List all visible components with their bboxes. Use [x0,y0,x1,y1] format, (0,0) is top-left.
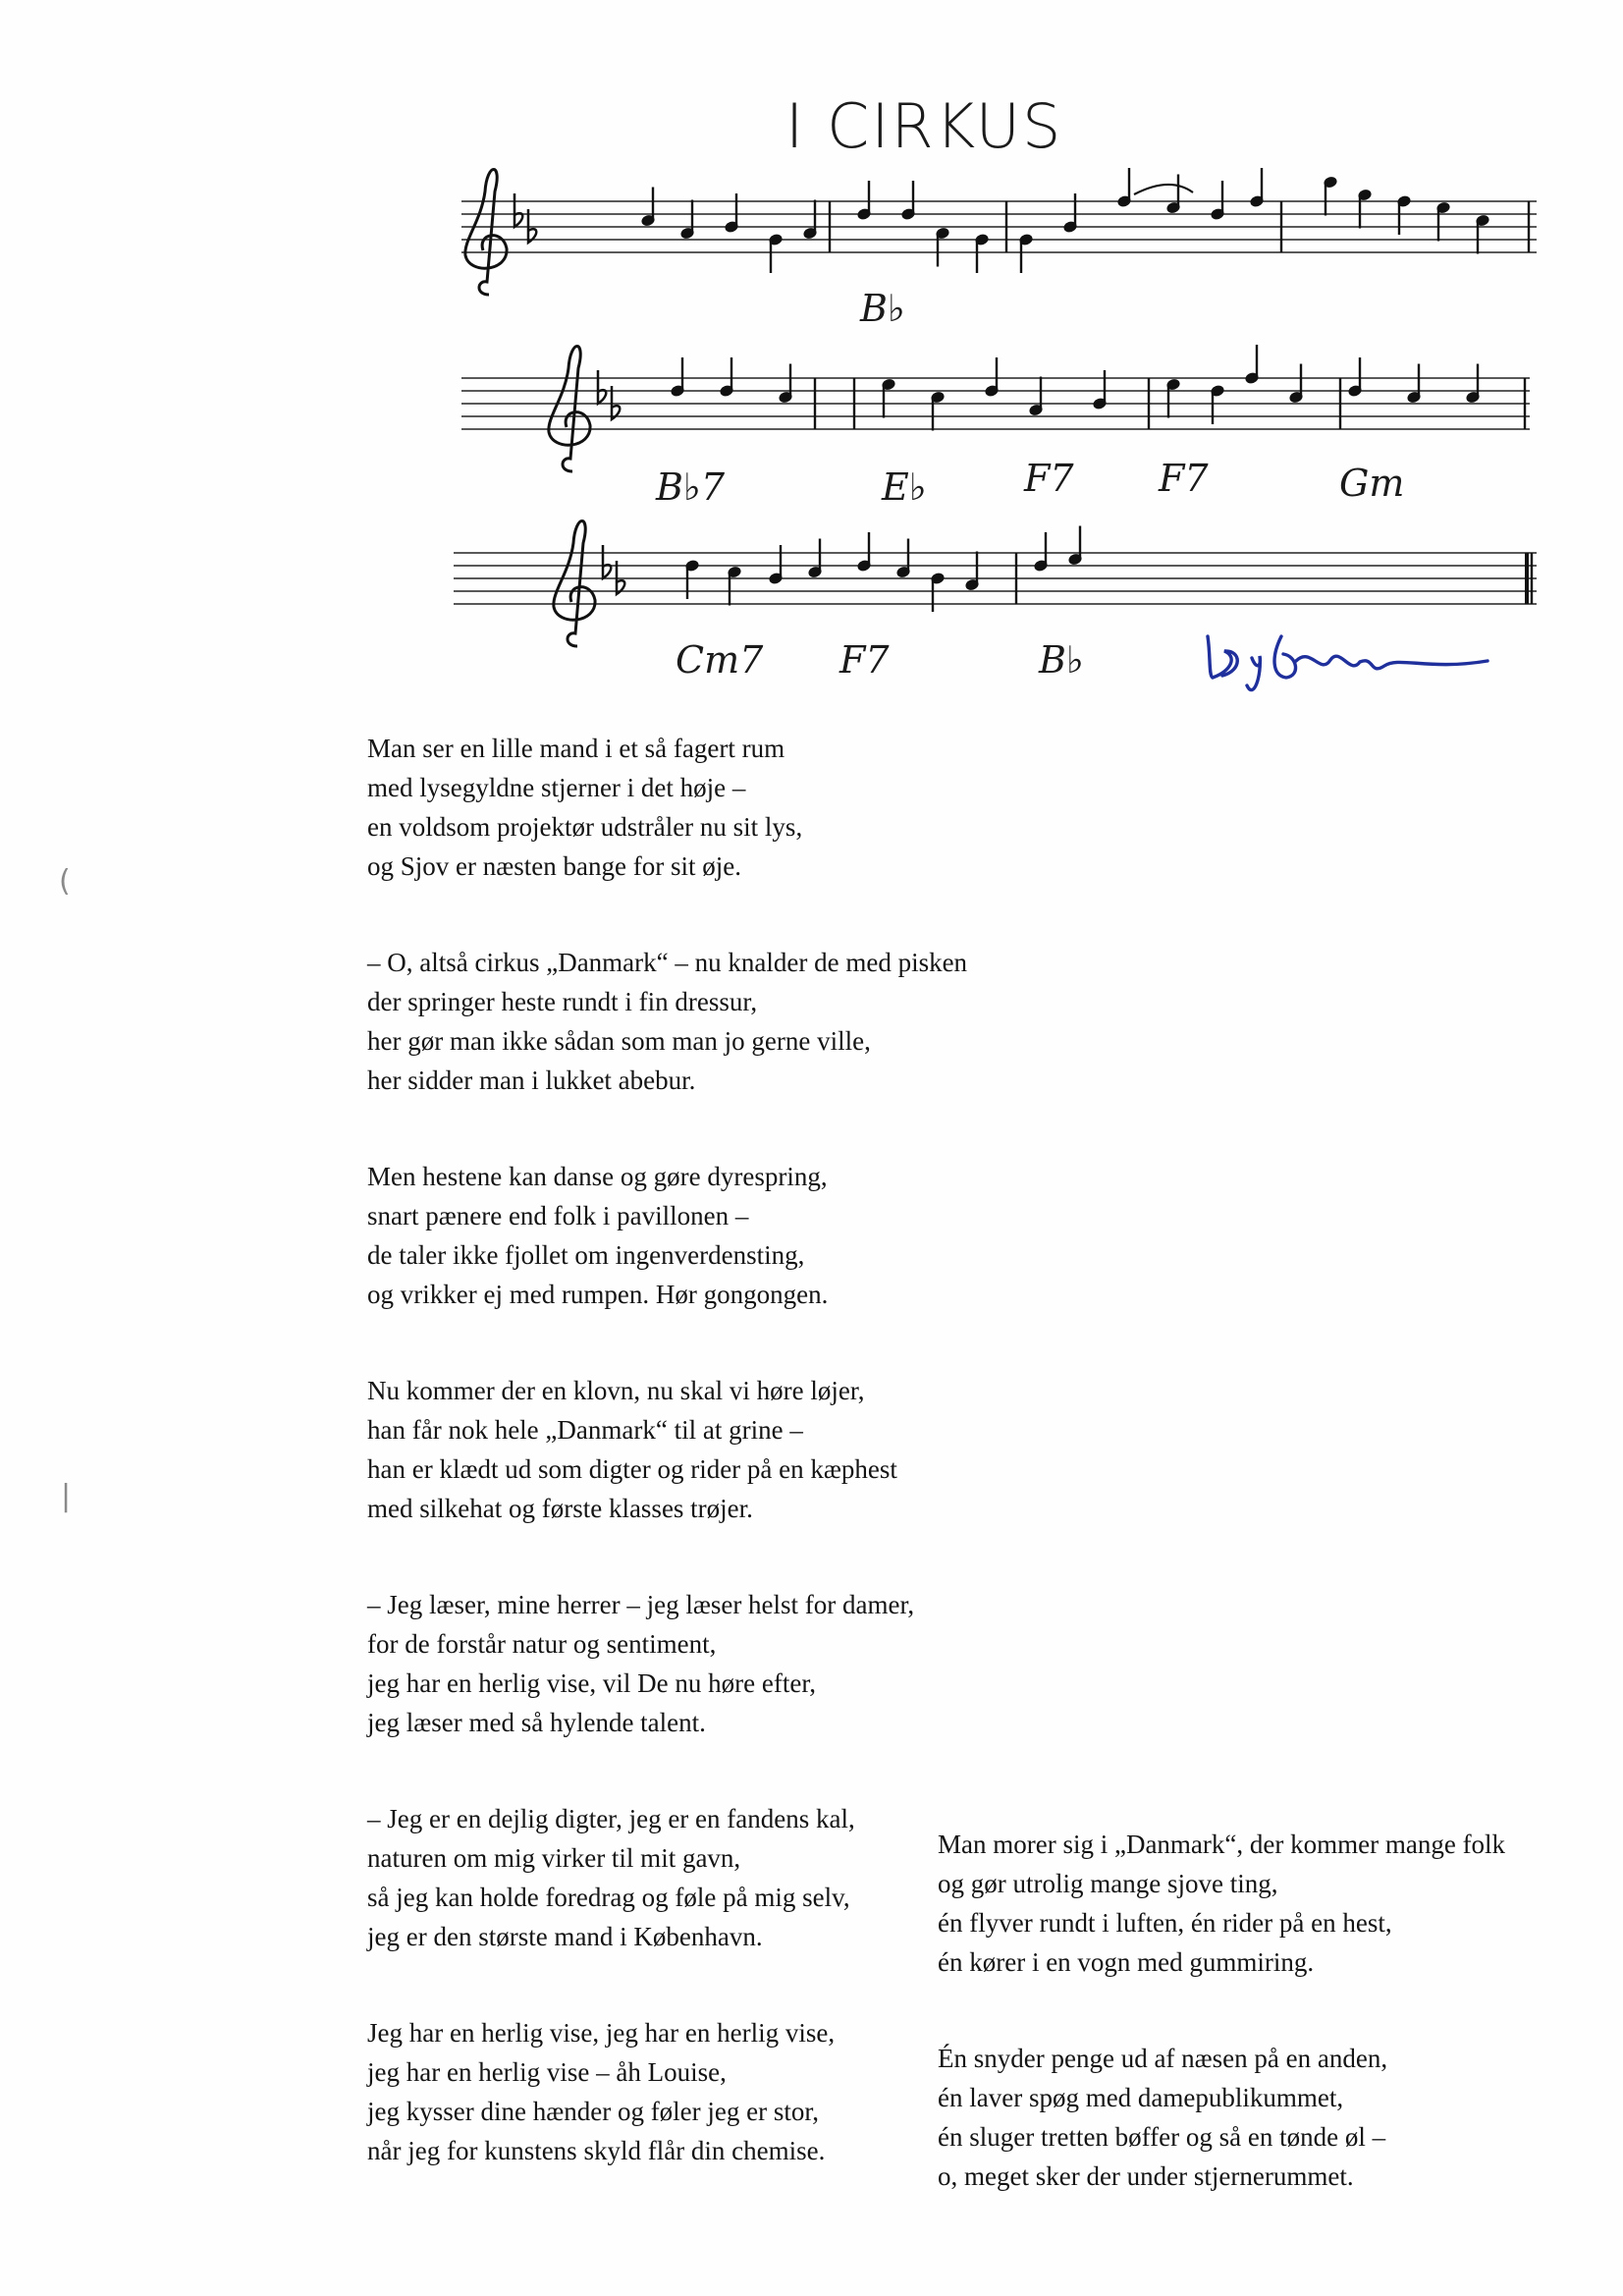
lyric-line: han får nok hele „Danmark“ til at grine – [367,1415,803,1445]
lyric-line: med silkehat og første klasses trøjer. [367,1494,753,1523]
chord-label: B♭ [1039,638,1084,682]
lyric-line: Man ser en lille mand i et så fagert rum [367,734,785,763]
chord-label: B♭ [860,287,905,330]
bar-lines [815,201,1532,604]
lyrics-column-right [938,1825,1605,2253]
lyric-line: Nu kommer der en klovn, nu skal vi høre løjer, [367,1376,865,1405]
stanza [367,1157,1055,1314]
lyric-line: når jeg for kunstens skyld flår din chemise. [367,2136,826,2165]
lyric-line: jeg er den største mand i København. [367,1922,763,1951]
lyric-line: naturen om mig virker til mit gavn, [367,1843,741,1873]
slur [1134,185,1193,194]
music-notes [641,168,1488,612]
lyric-line: Men hestene kan danse og gøre dyrespring, [367,1162,828,1191]
chord-label: F7 [1159,457,1209,500]
lyric-line: de taler ikke fjollet om ingenverdensting, [367,1240,805,1270]
lyric-line: jeg kysser dine hænder og føler jeg er stor, [367,2097,820,2126]
staff-lines [454,201,1537,604]
lyric-line: o, meget sker der under stjernerummet. [938,2161,1354,2191]
lyric-line: – Jeg er en dejlig digter, jeg er en fandens kal, [367,1804,855,1833]
lyric-line: med lysegyldne stjerner i det høje – [367,773,746,802]
lyric-line: én kører i en vogn med gummiring. [938,1947,1315,1977]
treble-clef [549,347,590,472]
lyric-line: jeg har en herlig vise – åh Louise, [367,2057,727,2087]
lyric-line: jeg har en herlig vise, vil De nu høre efter, [367,1668,816,1698]
chord-label: F7 [1024,457,1074,500]
lyric-line: Jeg har en herlig vise, jeg har en herlig vise, [367,2018,836,2048]
chord-label: B♭7 [656,465,726,509]
lyric-line: én flyver rundt i luften, én rider på en hest, [938,1908,1392,1938]
key-signatures [514,193,624,594]
flat-sign [598,370,606,404]
chord-label: Cm7 [676,638,764,682]
handwritten-signature [1203,617,1497,705]
lyric-line: snart pænere end folk i pavillonen – [367,1201,749,1230]
lyric-line: her sidder man i lukket abebur. [367,1066,696,1095]
song-title: I CIRKUS [785,90,1063,162]
stanza [938,1825,1605,1982]
lyric-line: en voldsom projektør udstråler nu sit lys, [367,812,803,842]
lyric-line: han er klædt ud som digter og rider på en kæphest [367,1454,897,1484]
treble-clef [554,521,595,647]
lyric-line: og Sjov er næsten bange for sit øje. [367,851,741,881]
lyric-line: – O, altså cirkus „Danmark“ – nu knalder de med pisken [367,948,968,977]
lyric-line: så jeg kan holde foredrag og føle på mig selv, [367,1883,850,1912]
lyric-line: – Jeg læser, mine herrer – jeg læser helst for damer, [367,1590,915,1619]
margin-mark: ( [59,864,71,899]
treble-clef [465,170,507,296]
chord-label: Gm [1339,462,1405,505]
lyric-line: for de forstår natur og sentiment, [367,1629,717,1659]
lyric-line: Man morer sig i „Danmark“, der kommer mange folk [938,1830,1506,1859]
lyric-line: Én snyder penge ud af næsen på en anden, [938,2044,1388,2073]
lyric-line: her gør man ikke sådan som man jo gerne ville, [367,1026,871,1056]
chord-label: E♭ [882,465,927,509]
flat-sign [603,545,611,578]
lyric-line: og gør utrolig mange sjove ting, [938,1869,1278,1898]
lyric-line: én sluger tretten bøffer og så en tønde øl – [938,2122,1386,2152]
stanza [367,729,1055,886]
lyric-line: jeg læser med så hylende talent. [367,1708,706,1737]
stanza [367,1585,1055,1742]
margin-mark: | [61,1479,72,1513]
chord-label: F7 [839,638,890,682]
lyric-line: og vrikker ej med rumpen. Hør gongongen. [367,1280,829,1309]
lyric-line: én laver spøg med damepublikummet, [938,2083,1344,2112]
flat-sign [514,193,522,227]
stanza [367,943,1055,1100]
stanza [938,2039,1605,2196]
stanza [367,1371,1055,1528]
lyric-line: der springer heste rundt i fin dressur, [367,987,758,1016]
